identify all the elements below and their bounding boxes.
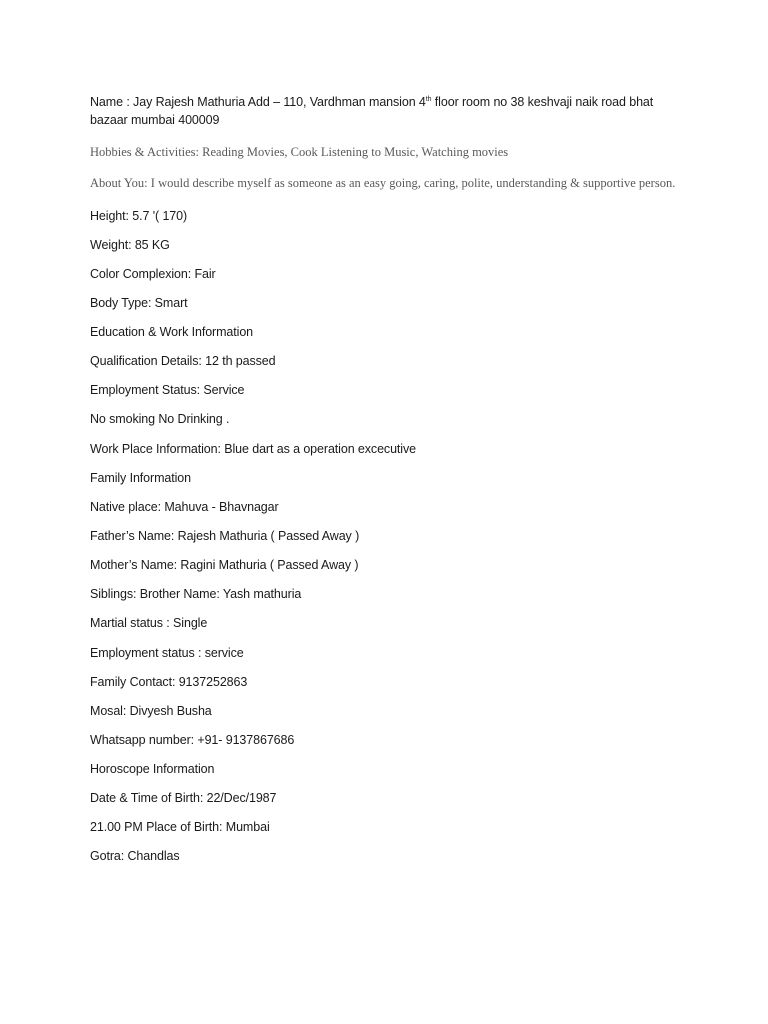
native-place-line: Native place: Mahuva - Bhavnagar [90, 500, 279, 514]
address-text: floor room no 38 keshvaji naik road bhat bazaar mumbai 400009 [90, 95, 654, 127]
marital-status-line: Martial status : Single [90, 616, 208, 630]
horoscope-heading: Horoscope Information [90, 762, 215, 776]
qualification-line: Qualification Details: 12 th passed [90, 354, 276, 368]
employment-status-line: Employment Status: Service [90, 383, 245, 397]
complexion-line: Color Complexion: Fair [90, 267, 216, 281]
mosal-line: Mosal: Divyesh Busha [90, 704, 212, 718]
mothers-name-line: Mother’s Name: Ragini Mathuria ( Passed Away ) [90, 558, 359, 572]
body-type-line: Body Type: Smart [90, 296, 188, 310]
birth-date-line: Date & Time of Birth: 22/Dec/1987 [90, 791, 277, 805]
family-contact-line: Family Contact: 9137252863 [90, 675, 248, 689]
siblings-line: Siblings: Brother Name: Yash mathuria [90, 587, 302, 601]
employment-line: Employment status : service [90, 646, 244, 660]
weight-line: Weight: 85 KG [90, 238, 170, 252]
habits-line: No smoking No Drinking . [90, 412, 230, 426]
gotra-line: Gotra: Chandlas [90, 849, 180, 863]
work-place-line: Work Place Information: Blue dart as a operation excecutive [90, 442, 416, 456]
fathers-name-line: Father’s Name: Rajesh Mathuria ( Passed Away ) [90, 529, 360, 543]
family-heading: Family Information [90, 471, 192, 485]
about-you-paragraph: About You: I would describe myself as someone as an easy going, caring, polite, understanding & supportive person. [90, 176, 676, 190]
birth-place-line: 21.00 PM Place of Birth: Mumbai [90, 820, 270, 834]
ordinal-suffix: th [425, 95, 432, 103]
education-heading: Education & Work Information [90, 325, 254, 339]
hobbies-line: Hobbies & Activities: Reading Movies, Cook Listening to Music, Watching movies [90, 145, 509, 159]
name-address-line [90, 93, 680, 129]
height-line: Height: 5.7 '( 170) [90, 209, 188, 223]
whatsapp-line: Whatsapp number: +91- 9137867686 [90, 733, 295, 747]
name-text: Name : Jay Rajesh Mathuria Add – 110, Vardhman mansion 4 [90, 95, 426, 109]
